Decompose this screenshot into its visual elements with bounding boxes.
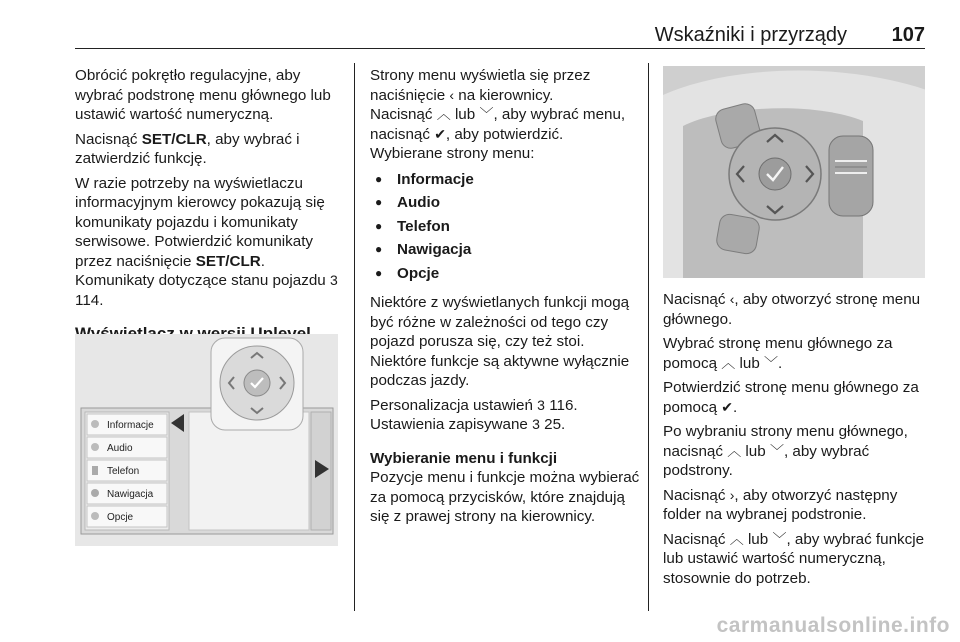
- volume-roller: [829, 136, 873, 216]
- right-column: [663, 290, 928, 593]
- column-divider-1: [354, 63, 355, 611]
- paragraph: Strony menu wyświetla się przez naciśnięcie ‹ na kierownicy.: [370, 67, 591, 104]
- down-icon: ﹀: [769, 442, 784, 459]
- check-icon: ✔: [721, 398, 734, 415]
- paragraph: Nacisnąć ›, aby otworzyć następny folder na wybranej podstronie.: [663, 486, 898, 523]
- info-icon: [91, 420, 99, 428]
- list-item: ● Telefon: [370, 217, 640, 241]
- paragraph: Wybrać stronę menu głównego za pomocą ︿ lub ﹀.: [663, 335, 893, 372]
- key-name: SET/CLR: [141, 130, 207, 148]
- column-divider-2: [648, 63, 649, 611]
- menu-pages-list: [370, 170, 640, 288]
- watermark: carmanualsonline.info: [716, 614, 950, 637]
- middle-column: [370, 66, 640, 532]
- up-icon: ︿: [721, 354, 736, 371]
- menu-item-telefon: Telefon: [107, 466, 140, 477]
- uplevel-display-figure: [75, 334, 338, 546]
- paragraph: Niektóre z wyświetlanych funkcji mogą być różne w zależności od tego czy pojazd porusza się, czy też stoi. Niektóre funkcje są aktywne wyłącznie podczas jazdy.: [370, 294, 630, 389]
- paragraph: W razie potrzeby na wyświetlaczu informacyjnym kierowcy pokazują się komunikaty pojazdu i komunikaty serwisowe. Potwierdzić komunikaty przez naciśnięcie SET/CLR.: [75, 174, 325, 270]
- header-rule: [75, 48, 925, 49]
- wheel-rim: [663, 66, 925, 106]
- back-icon: ‹: [449, 86, 455, 103]
- paragraph: Pozycje menu i funkcje można wybierać za pomocą przycisków, które znajdują się z prawej strony na kierownicy.: [370, 469, 640, 525]
- menu-item-audio: Audio: [107, 443, 133, 454]
- page-header: [75, 18, 925, 48]
- menu-item-nawigacja: Nawigacja: [107, 489, 154, 500]
- navigation-icon: [91, 489, 99, 497]
- section-title: Wskaźniki i przyrządy: [654, 24, 847, 46]
- menu-item-informacje: Informacje: [107, 420, 154, 431]
- paragraph: Nacisnąć ︿ lub ﹀, aby wybrać menu, nacisnąć ✔, aby potwierdzić.: [370, 106, 626, 143]
- paragraph: Nacisnąć ‹, aby otworzyć stronę menu głównego.: [663, 291, 921, 328]
- key-name: SET/CLR: [195, 252, 261, 270]
- down-icon: ﹀: [479, 106, 494, 122]
- ok-button: [759, 158, 791, 190]
- up-icon: ︿: [436, 106, 451, 122]
- check-icon: ✔: [434, 125, 446, 142]
- back-icon: ‹: [729, 291, 735, 307]
- page-ref-icon: 3: [537, 396, 545, 413]
- list-item: ● Nawigacja: [370, 240, 640, 264]
- page-number: 107: [891, 24, 925, 46]
- list-item: ● Opcje: [370, 264, 640, 288]
- page-ref: 114.: [75, 291, 104, 309]
- ok-button: [244, 370, 270, 396]
- paragraph: Nacisnąć SET/CLR, aby wybrać i zatwierdzić funkcję.: [75, 130, 300, 167]
- up-icon: ︿: [727, 442, 742, 459]
- mute-button: [715, 213, 761, 255]
- down-icon: ﹀: [772, 530, 787, 547]
- audio-icon: [91, 443, 99, 451]
- options-icon: [91, 512, 99, 520]
- paragraph: Komunikaty dotyczące stanu pojazdu 3 114.: [75, 272, 338, 309]
- paragraph: Obrócić pokrętło regulacyjne, aby wybrać podstronę menu głównego lub ustawić wartość numeryczną.: [75, 67, 331, 123]
- down-icon: ﹀: [764, 354, 779, 371]
- paragraph: Wybierane strony menu:: [370, 145, 535, 162]
- paragraph: Po wybraniu strony menu głównego, nacisnąć ︿ lub ﹀, aby wybrać podstrony.: [663, 423, 908, 479]
- steering-wheel-figure: [663, 66, 925, 278]
- menu-item-opcje: Opcje: [107, 512, 134, 523]
- paragraph: Nacisnąć ︿ lub ﹀, aby wybrać funkcje lub ustawić wartość numeryczną, stosownie do potrzeb.: [663, 530, 925, 587]
- section-heading: Wybieranie menu i funkcji: [370, 449, 558, 467]
- page-ref-icon: 3: [532, 416, 540, 432]
- phone-icon: [92, 466, 98, 475]
- list-item: ● Informacje: [370, 170, 640, 194]
- list-item: ● Audio: [370, 193, 640, 217]
- menu-list: [87, 414, 167, 527]
- paragraph: Potwierdzić stronę menu głównego za pomocą ✔.: [663, 379, 919, 416]
- page-ref-icon: 3: [329, 272, 338, 288]
- up-icon: ︿: [729, 530, 744, 547]
- paragraph: Personalizacja ustawień 3 116. Ustawienia zapisywane 3 25.: [370, 396, 578, 433]
- left-column: [75, 66, 345, 358]
- next-icon: ›: [729, 486, 735, 503]
